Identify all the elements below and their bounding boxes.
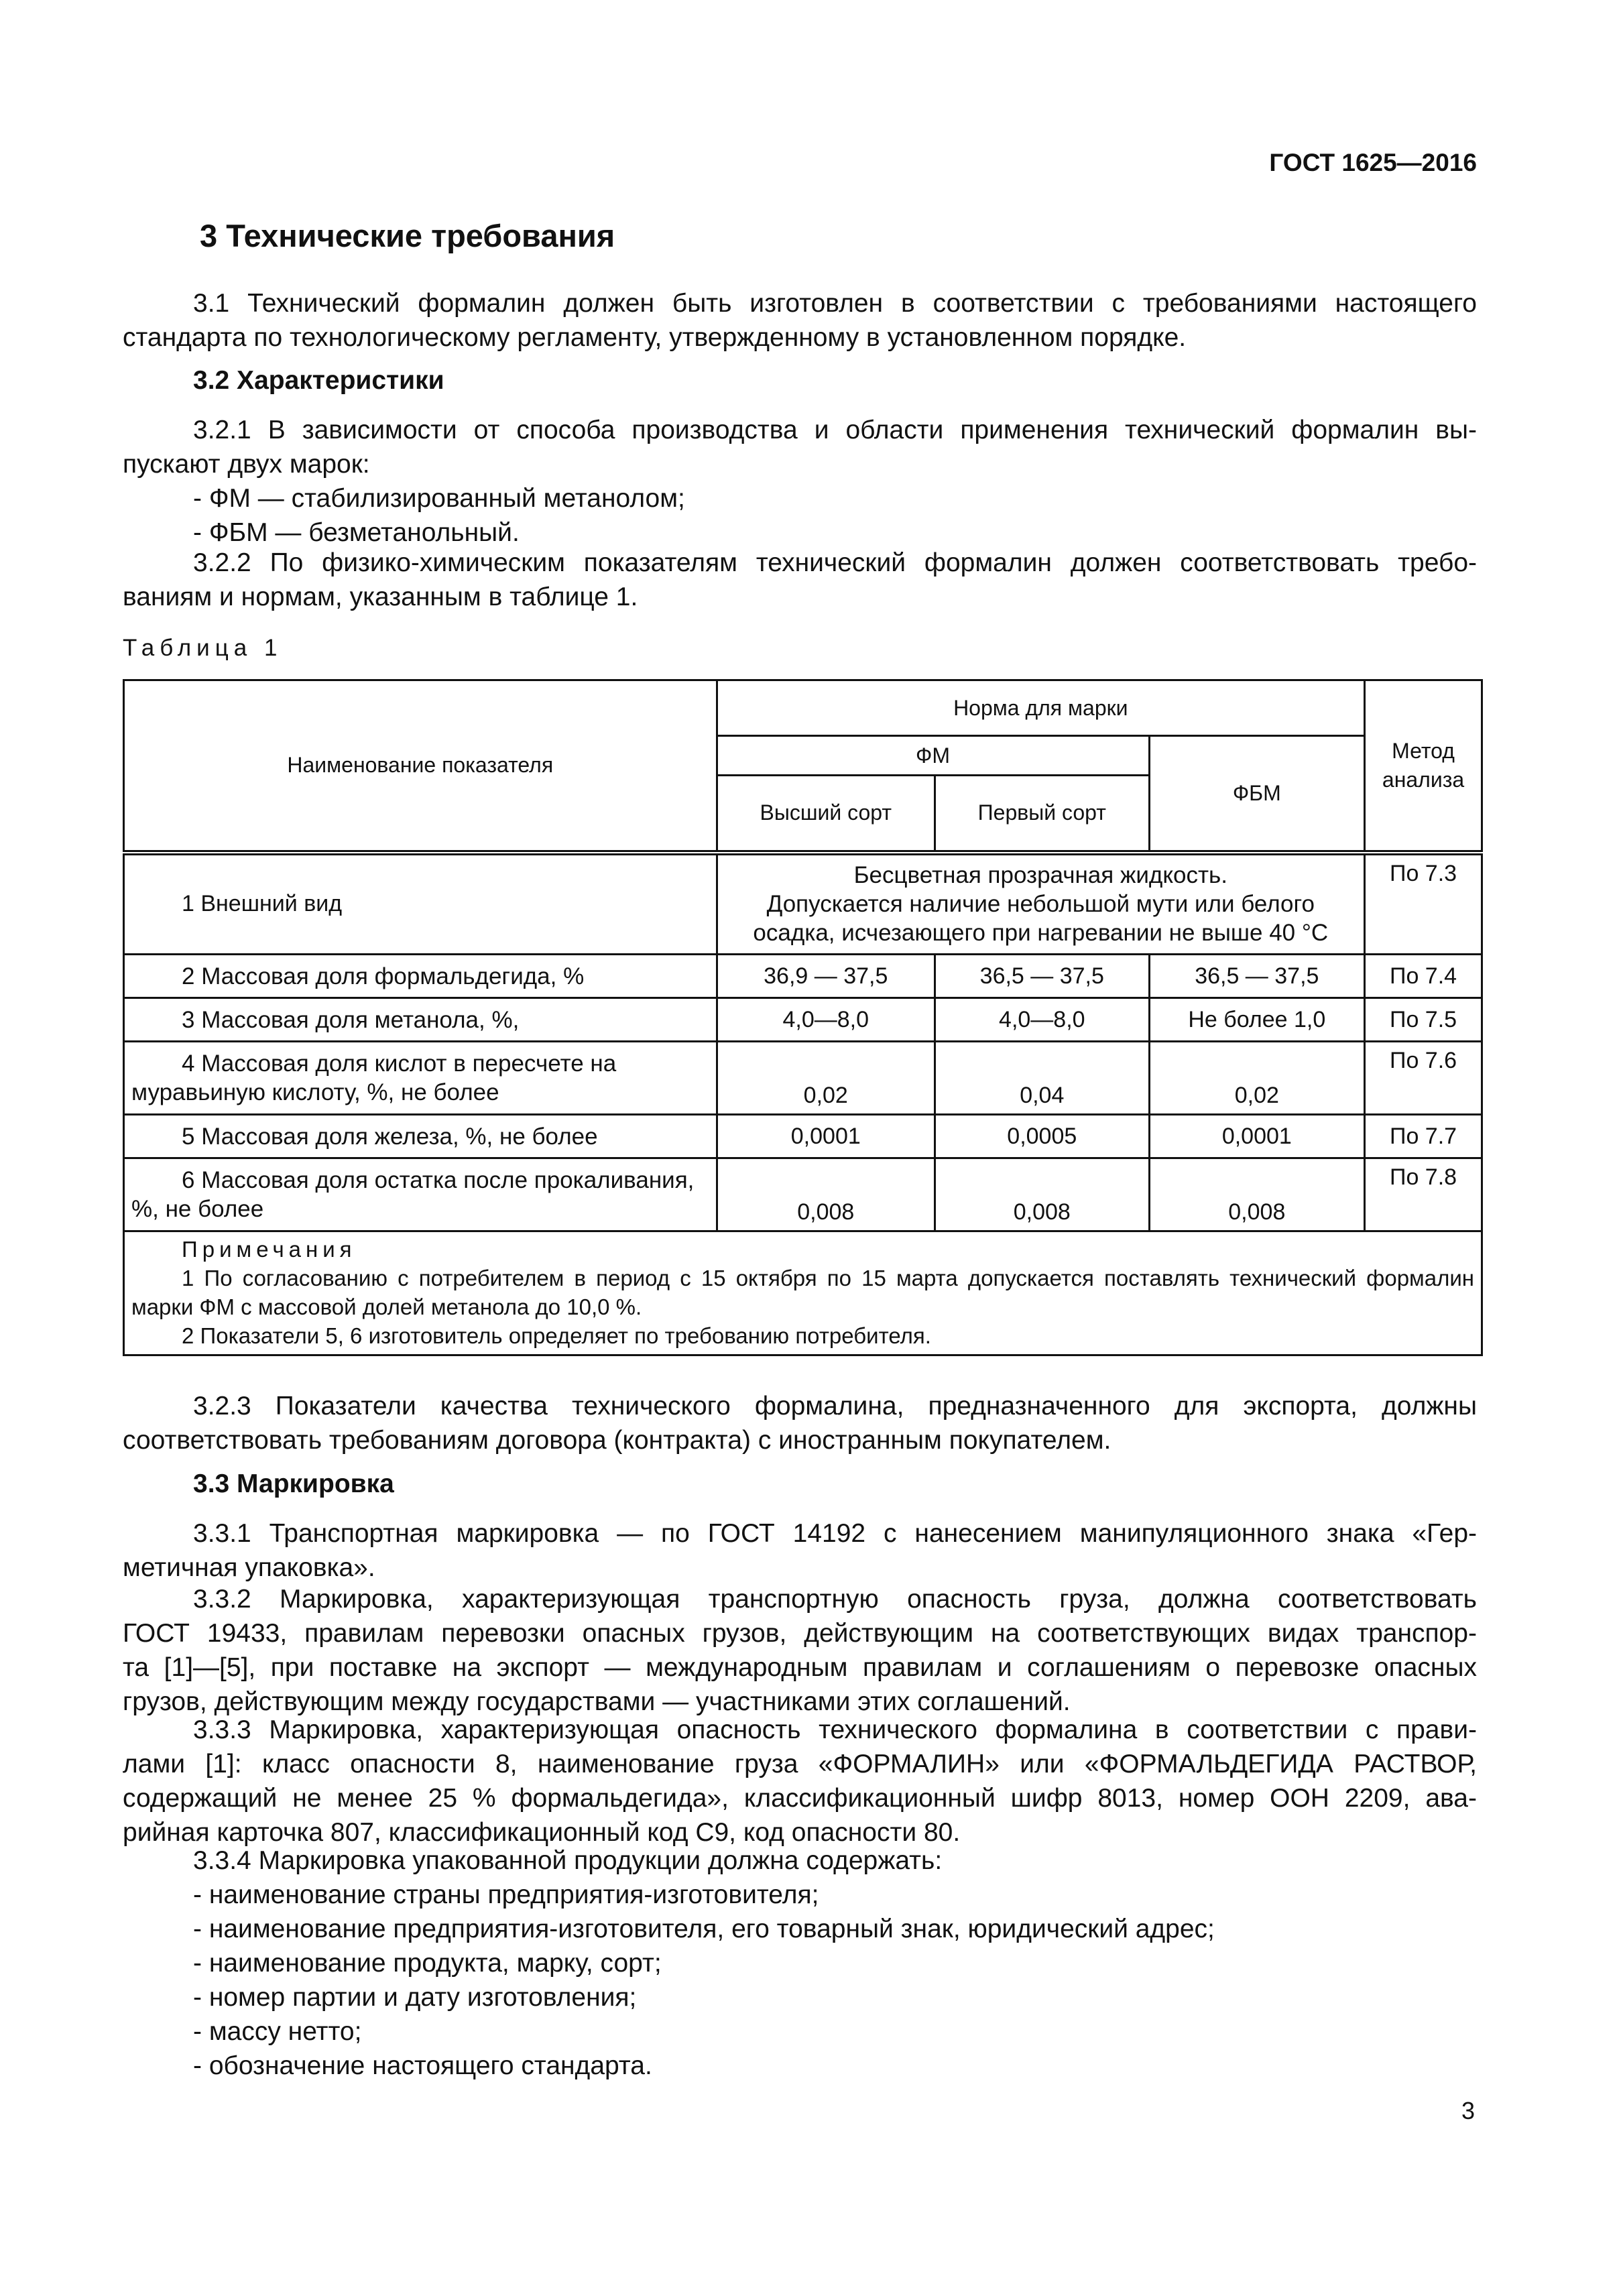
text-line: метичная упаковка». [123,1553,375,1582]
value-top-grade: 0,02 [717,1042,935,1115]
text-line: та [1]—[5], при поставке на экспорт — международным правилам и соглашениям о перевозке опасных [123,1653,1477,1682]
table-row [124,1042,1482,1115]
paragraph-3-3-2 [123,1582,1477,1719]
table-row [124,1158,1482,1231]
row-method: По 7.6 [1365,1042,1482,1115]
table-caption: Таблица 1 [123,635,283,661]
text-line: стандарта по технологическому регламенту, утвержденному в установленном порядке. [123,323,1187,352]
header-top-grade: Высший сорт [717,776,935,853]
paragraph-3-2-2 [123,546,1477,614]
list-item: - номер партии и дату изготовления; [193,1983,637,2012]
row-name: 2 Массовая доля формальдегида, % [124,955,717,998]
table-row [124,955,1482,998]
text-line: осадка, исчезающего при нагревании не выше 40 °С [753,920,1329,947]
table-notes [124,1231,1482,1355]
text-line: содержащий не менее 25 % формальдегида», классификационный шифр 8013, номер ООН 2209, ава- [123,1784,1477,1813]
list-item: - наименование страны предприятия-изготовителя; [193,1880,819,1909]
header-indicator-name: Наименование показателя [124,680,717,853]
row-method: По 7.8 [1365,1158,1482,1231]
table-row [124,1115,1482,1158]
text-line: Допускается наличие небольшой мути или белого [766,891,1315,918]
header-fm: ФМ [717,736,1149,776]
value-first-grade: 0,008 [935,1158,1150,1231]
list-item: - наименование предприятия-изготовителя, его товарный знак, юридический адрес; [193,1915,1215,1943]
notes-heading: Примечания [182,1237,357,1262]
paragraph-3-2-3 [123,1389,1477,1457]
row-method: По 7.4 [1365,955,1482,998]
row-method: По 7.5 [1365,998,1482,1042]
text-line: 3.1 Технический формалин должен быть изготовлен в соответствии с требованиями настоящего [193,289,1477,318]
row-name: 4 Массовая доля кислот в пересчете на муравьиную кислоту, %, не более [124,1042,717,1115]
value-first-grade: 36,5 — 37,5 [935,955,1150,998]
row-method: По 7.7 [1365,1115,1482,1158]
paragraph-3-2-1 [123,413,1477,550]
standard-code: ГОСТ 1625—2016 [1269,149,1477,176]
value-first-grade: 4,0—8,0 [935,998,1150,1042]
header-fbm: ФБМ [1149,736,1365,853]
row-name: 5 Массовая доля железа, %, не более [124,1115,717,1158]
subsection-title-3-2: 3.2 Характеристики [193,366,444,395]
row-name: 1 Внешний вид [124,853,717,955]
list-item: - ФБМ — безметанольный. [193,518,520,547]
table-notes-row [124,1231,1482,1355]
text-line: пускают двух марок: [123,450,370,479]
paragraph-3-3-4 [123,1844,1477,2083]
value-top-grade: 36,9 — 37,5 [717,955,935,998]
header-method: Метод анализа [1365,680,1482,853]
row-name: 3 Массовая доля метанола, %, [124,998,717,1042]
text-line: 3.2.2 По физико-химическим показателям технический формалин должен соответствовать требо- [193,548,1477,577]
subsection-title-3-3: 3.3 Маркировка [193,1469,394,1498]
value-fbm: 0,008 [1149,1158,1365,1231]
text-line: соответствовать требованиям договора (контракта) с иностранным покупателем. [123,1426,1111,1455]
text-line: 3.2.1 В зависимости от способа производства и области применения технический формалин вы- [193,416,1477,444]
value-first-grade: 0,0005 [935,1115,1150,1158]
text-line: 3.2.3 Показатели качества технического формалина, предназначенного для экспорта, должны [193,1392,1477,1421]
text-line: 3.3.3 Маркировка, характеризующая опасность технического формалина в соответствии с прави- [193,1715,1477,1744]
paragraph-3-1 [123,286,1477,355]
list-item: - обозначение настоящего стандарта. [193,2051,652,2080]
value-fbm: 36,5 — 37,5 [1149,955,1365,998]
text-line: лами [1]: класс опасности 8, наименование груза «ФОРМАЛИН» или «ФОРМАЛЬДЕГИДА РАСТВОР, [123,1750,1477,1778]
value-first-grade: 0,04 [935,1042,1150,1115]
text-line: рийная карточка 807, классификационный код С9, код опасности 80. [123,1818,961,1847]
text-line: грузов, действующим между государствами — участниками этих соглашений. [123,1687,1071,1716]
text-line: Бесцветная прозрачная жидкость. [853,862,1227,889]
page-number: 3 [1461,2097,1476,2124]
specifications-table [123,679,1483,1356]
row-name: 6 Массовая доля остатка после прокаливания, %, не более [124,1158,717,1231]
text-line: 3.3.1 Транспортная маркировка — по ГОСТ 14192 с нанесением манипуляционного знака «Гер- [193,1519,1477,1548]
note-1: 1 По согласованию с потребителем в период с 15 октября по 15 марта допускается поставлять технический формалин марки ФМ с массовой долей метанола до 10,0 %. [131,1266,1474,1319]
table-row [124,853,1482,955]
header-first-grade: Первый сорт [935,776,1150,853]
row-method: По 7.3 [1365,853,1482,955]
value-top-grade: 0,0001 [717,1115,935,1158]
value-fbm: 0,02 [1149,1042,1365,1115]
value-top-grade: 0,008 [717,1158,935,1231]
value-fbm: Не более 1,0 [1149,998,1365,1042]
table-row [124,998,1482,1042]
paragraph-3-3-3 [123,1713,1477,1850]
text-line: 3.3.2 Маркировка, характеризующая транспортную опасность груза, должна соответствовать [193,1585,1477,1614]
list-item: - массу нетто; [193,2017,362,2046]
header-norm: Норма для марки [717,680,1365,736]
list-item: - ФМ — стабилизированный метанолом; [193,484,685,513]
text-line: ГОСТ 19433, правилам перевозки опасных грузов, действующим на соответствующих видах транспор- [123,1619,1477,1648]
value-fbm: 0,0001 [1149,1115,1365,1158]
text-line: ваниям и нормам, указанным в таблице 1. [123,583,638,611]
paragraph-3-3-1 [123,1516,1477,1585]
text-line: 3.3.4 Маркировка упакованной продукции должна содержать: [193,1846,943,1875]
section-title: 3 Технические требования [200,218,615,253]
note-2: 2 Показатели 5, 6 изготовитель определяет по требованию потребителя. [182,1323,931,1348]
list-item: - наименование продукта, марку, сорт; [193,1949,662,1978]
value-top-grade: 4,0—8,0 [717,998,935,1042]
appearance-value [717,853,1365,955]
